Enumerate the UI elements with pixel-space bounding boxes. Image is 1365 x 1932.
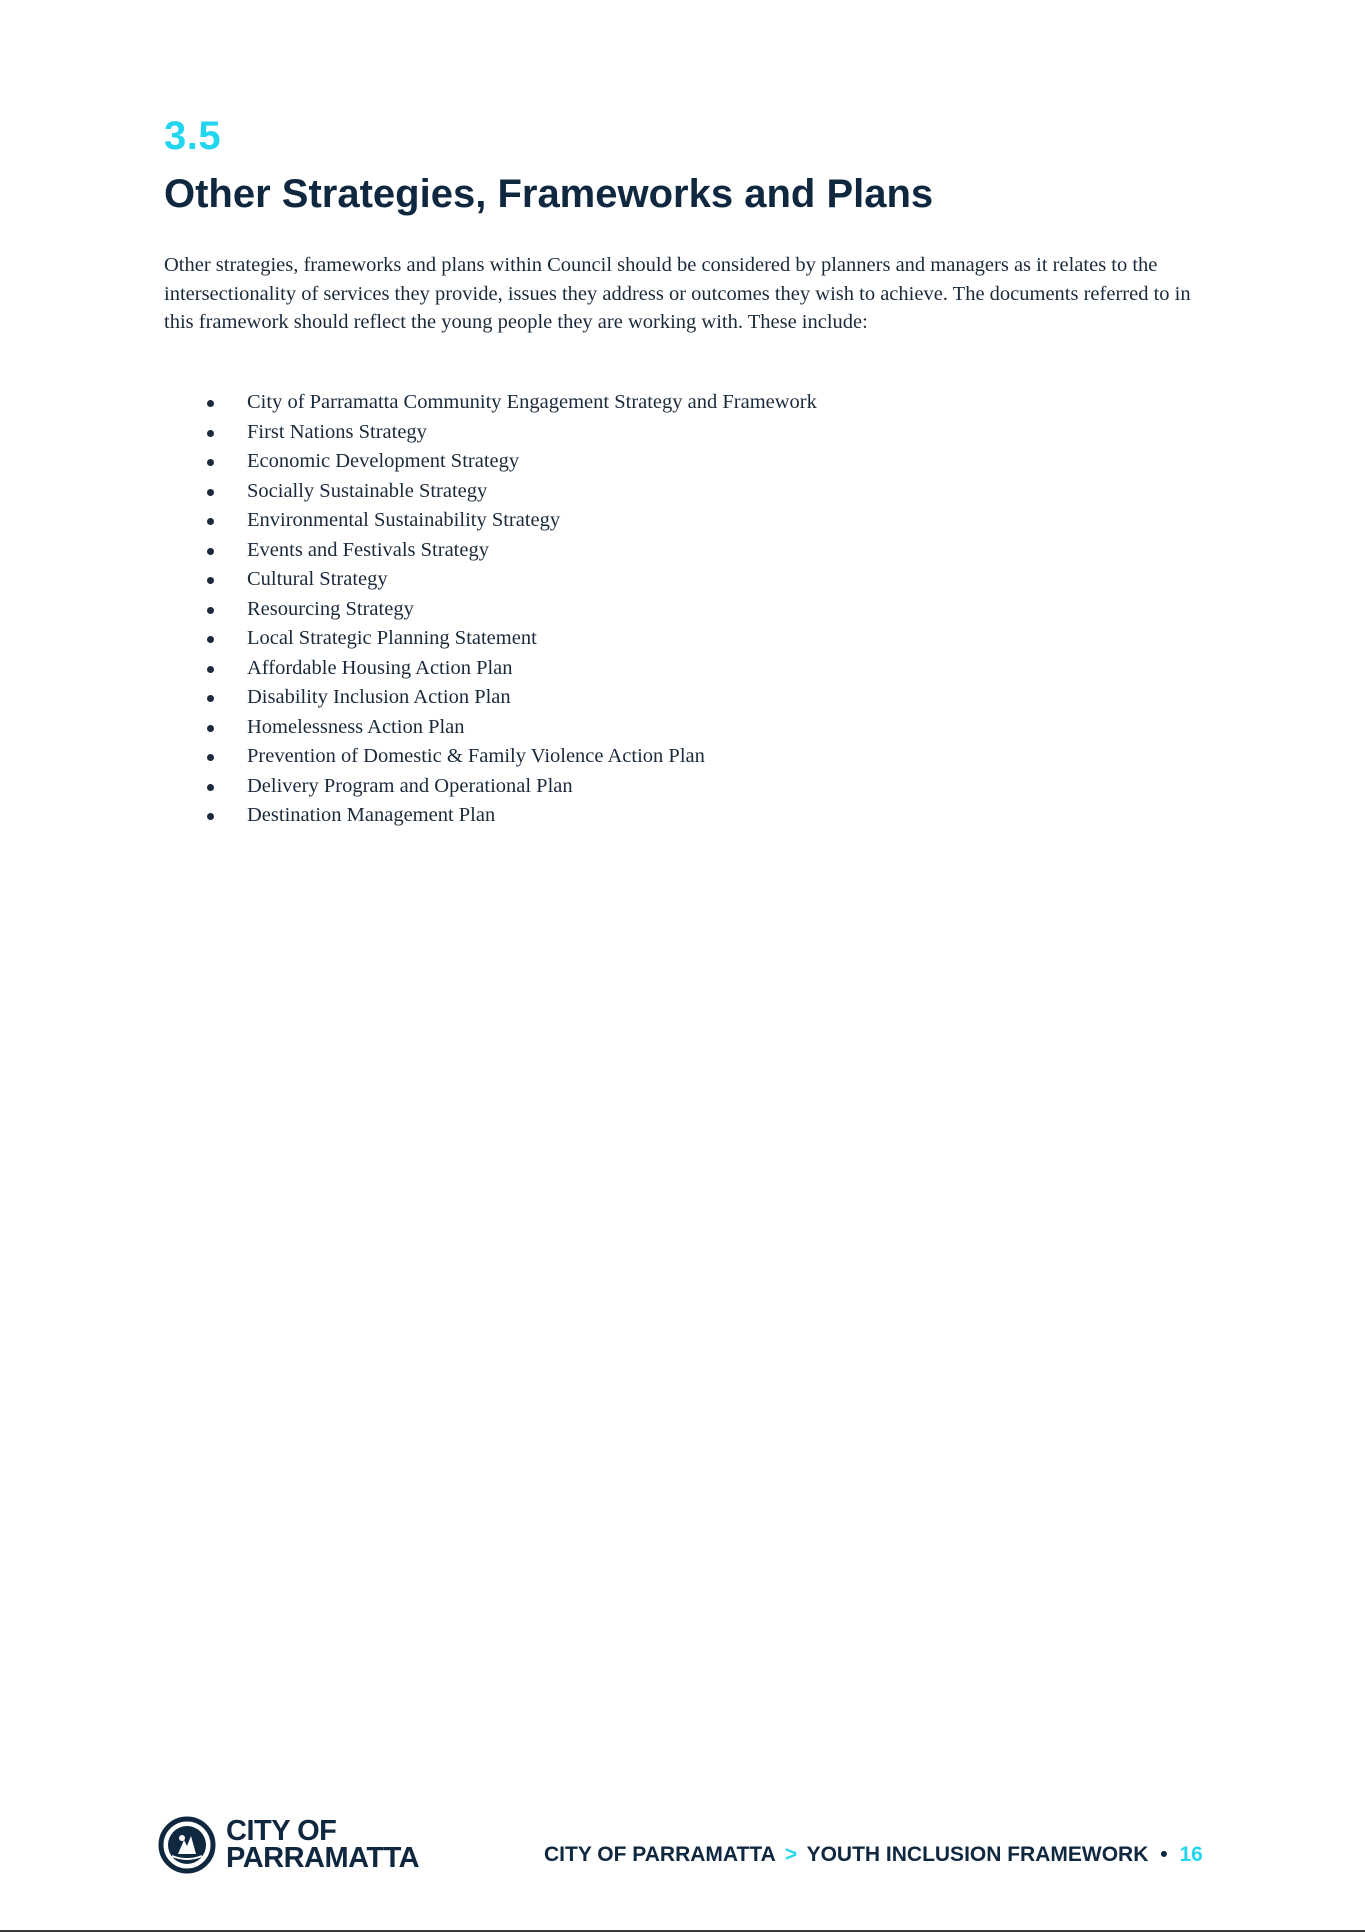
list-item — [204, 801, 817, 831]
page-number: 16 — [1179, 1843, 1203, 1866]
bullet-icon — [207, 607, 214, 614]
list-item — [204, 506, 817, 536]
logo-line-2: PARRAMATTA — [226, 1842, 420, 1874]
city-seal-icon — [158, 1816, 216, 1874]
section-number: 3.5 — [164, 114, 222, 158]
plans-list — [204, 388, 817, 831]
list-item — [204, 654, 817, 684]
list-item-label: Events and Festivals Strategy — [247, 538, 489, 561]
bullet-icon — [207, 666, 214, 673]
list-item-label: Destination Management Plan — [247, 804, 496, 826]
bullet-icon — [207, 636, 214, 643]
list-item-label: Socially Sustainable Strategy — [247, 479, 488, 502]
list-item-label: Delivery Program and Operational Plan — [247, 774, 573, 797]
bullet-icon — [207, 459, 214, 466]
bullet-icon — [207, 518, 214, 525]
list-item-label: Disability Inclusion Action Plan — [247, 686, 511, 708]
bullet-icon — [207, 754, 214, 761]
list-item-label: Prevention of Domestic & Family Violence Action Plan — [247, 745, 705, 767]
list-item — [204, 477, 817, 507]
bullet-icon — [207, 489, 214, 496]
logo-line-1: CITY OF — [226, 1815, 337, 1847]
list-item-label: Environmental Sustainability Strategy — [247, 509, 561, 531]
list-item-label: Cultural Strategy — [247, 568, 388, 590]
footer-running-title — [544, 1843, 1203, 1867]
logo-wordmark — [226, 1815, 420, 1874]
list-item-label: First Nations Strategy — [247, 420, 427, 443]
list-item-label: Economic Development Strategy — [247, 450, 520, 472]
bullet-icon — [207, 695, 214, 702]
bullet-icon — [207, 813, 214, 820]
footer-org: CITY OF PARRAMATTA — [544, 1843, 775, 1866]
list-item — [204, 713, 817, 743]
footer-bullet: • — [1160, 1843, 1168, 1866]
list-item — [204, 388, 817, 418]
list-item — [204, 742, 817, 772]
list-item — [204, 624, 817, 654]
bullet-icon — [207, 725, 214, 732]
bullet-icon — [207, 784, 214, 791]
bullet-icon — [207, 577, 214, 584]
list-item-label: Affordable Housing Action Plan — [247, 656, 513, 679]
section-title: Other Strategies, Frameworks and Plans — [164, 172, 934, 216]
list-item — [204, 595, 817, 625]
list-item-label: City of Parramatta Community Engagement Strategy and Framework — [247, 391, 817, 413]
list-item — [204, 418, 817, 448]
bullet-icon — [207, 400, 214, 407]
list-item — [204, 447, 817, 477]
list-item — [204, 683, 817, 713]
footer-doc-title: YOUTH INCLUSION FRAMEWORK — [806, 1843, 1149, 1866]
bullet-icon — [207, 430, 214, 437]
intro-paragraph: Other strategies, frameworks and plans within Council should be considered by planners and managers as it relates to the intersectionality of services they provide, issues they address or outcomes they wish to achieve. The documents referred to in this framework should reflect the young people they are working with. These include: — [164, 254, 1191, 333]
list-item — [204, 536, 817, 566]
list-item — [204, 565, 817, 595]
list-item — [204, 772, 817, 802]
bullet-icon — [207, 548, 214, 555]
city-logo — [158, 1812, 419, 1878]
list-item-label: Resourcing Strategy — [247, 597, 414, 620]
list-item-label: Homelessness Action Plan — [247, 715, 465, 738]
list-item-label: Local Strategic Planning Statement — [247, 627, 537, 649]
footer-separator: > — [784, 1843, 798, 1866]
